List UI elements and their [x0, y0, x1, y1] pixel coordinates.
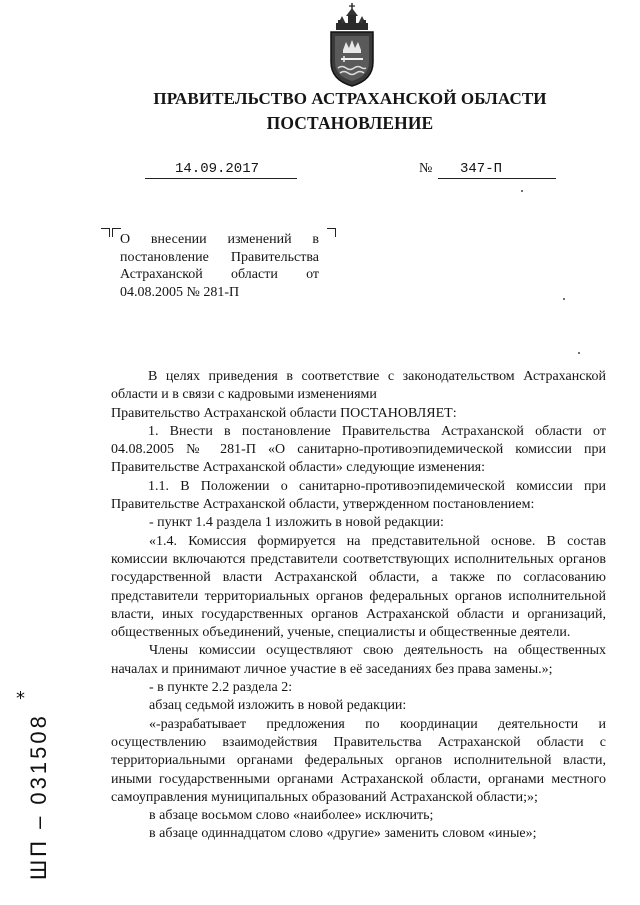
speck	[521, 190, 523, 192]
paragraph-new-seventh: «-разрабатывает предложения по координации деятельности и осуществлению взаимодействия Правительства Астраханской области с территориальными органами федеральных органов исполнительной власти, иными государственными органами Астраханской области, органами местного самоуправления муниципальных образований Астраханской области;»;	[111, 716, 606, 805]
paragraph-resolves: Правительство Астраханской области ПОСТАНОВЛЯЕТ:	[111, 405, 457, 421]
form-serial-code	[6, 690, 51, 880]
document-body	[111, 368, 606, 844]
date-value: 14.09.2017	[175, 161, 260, 177]
paragraph-seventh: абзац седьмой изложить в новой редакции:	[149, 698, 407, 714]
number-sign: №	[419, 161, 433, 176]
number-value: 347-П	[460, 161, 503, 177]
corner-mark-left-outer	[101, 228, 110, 237]
date-field	[145, 161, 297, 179]
paragraph-eleventh: в абзаце одиннадцатом слово «другие» заменить словом «иные»;	[149, 826, 537, 842]
astrakhan-coat-of-arms-icon	[326, 2, 378, 88]
speck	[578, 352, 580, 354]
government-title: ПРАВИТЕЛЬСТВО АСТРАХАНСКОЙ ОБЛАСТИ	[153, 89, 547, 108]
paragraph-item-1-1: 1.1. В Положении о санитарно-противоэпидемической комиссии при Правительстве Астраханской области, утвержденном постановлением:	[111, 478, 606, 513]
document-type-title: ПОСТАНОВЛЕНИЕ	[266, 113, 434, 133]
paragraph-item-1: 1. Внести в постановление Правительства Астраханской области от 04.08.2005 № 281-П «О санитарно-противоэпидемической комиссии при Правительстве Астраханской области» следующие изменения:	[111, 423, 606, 476]
speck	[563, 298, 565, 300]
paragraph-preamble: В целях приведения в соответствие с законодательством Астраханской области и в связи с кадровыми изменениями	[111, 369, 606, 403]
corner-mark-right	[327, 228, 336, 237]
paragraph-new-1-4: «1.4. Комиссия формируется на представительной основе. В состав комиссии включаются представители соответствующих исполнительных органов государственной власти Астраханской области, а также по согласованию представители территориальных органов федеральных органов исполнительной власти, иных государственных органов Астраханской области и организаций, общественных объединений, ученые, специалисты и общественные деятели.	[111, 533, 606, 641]
form-serial-code-text: ШП – 031508	[26, 713, 51, 880]
paragraph-eighth: в абзаце восьмом слово «наиболее» исключить;	[149, 808, 434, 824]
paragraph-point-2-2: - в пункте 2.2 раздела 2:	[149, 680, 293, 696]
paragraph-point-1-4: - пункт 1.4 раздела 1 изложить в новой редакции:	[149, 515, 444, 531]
document-subject: О внесении изменений в постановление Правительства Астраханской области от 04.08.2005 № 281-П	[120, 232, 319, 300]
number-field	[438, 161, 556, 179]
paragraph-members: Члены комиссии осуществляют свою деятельность на общественных началах и принимают личное участие в её заседаниях без права замены.»;	[111, 643, 606, 677]
side-star-mark: *	[16, 688, 25, 709]
